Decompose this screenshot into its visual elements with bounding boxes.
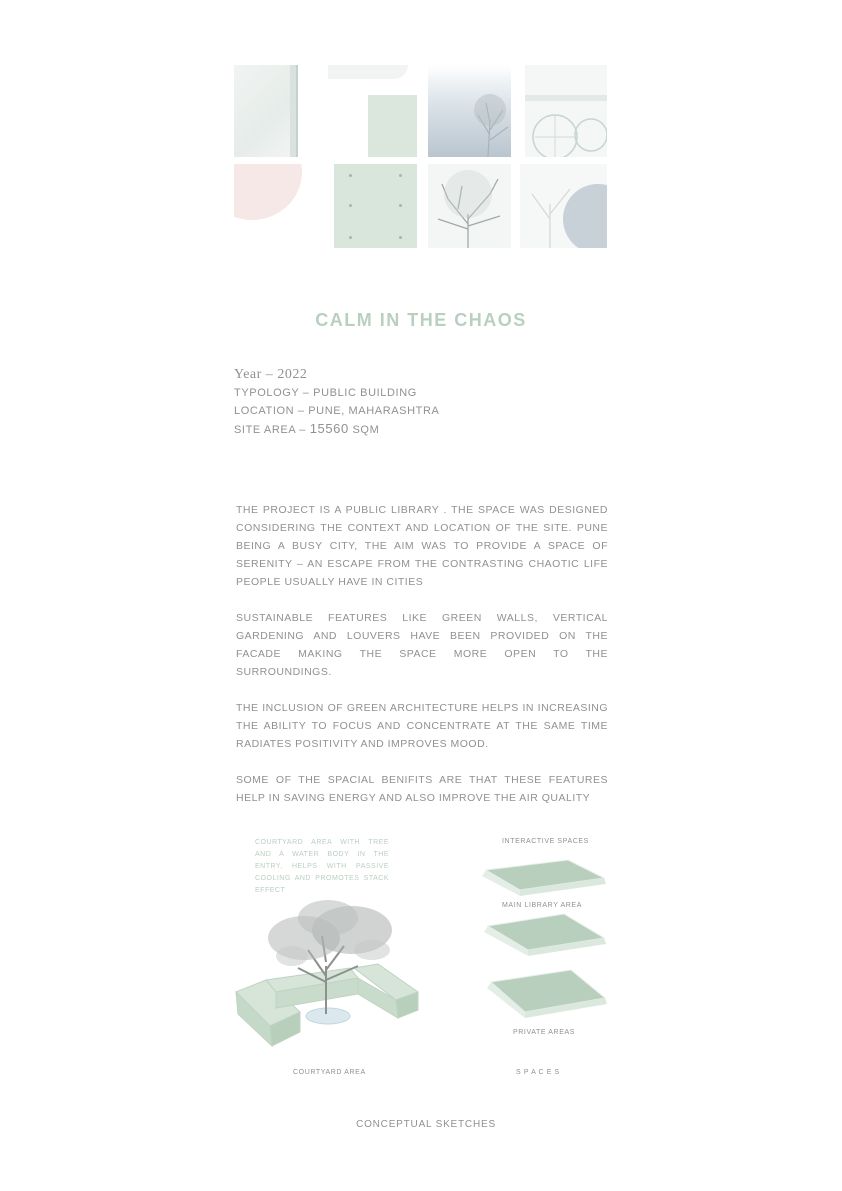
- typology-line: TYPOLOGY – PUBLIC BUILDING: [234, 387, 417, 399]
- main-library-label: MAIN LIBRARY AREA: [502, 902, 582, 909]
- project-meta: [234, 366, 439, 439]
- description-paragraph: THE INCLUSION OF GREEN ARCHITECTURE HELPS IN INCREASING THE ABILITY TO FOCUS AND CONCENTRATE AT THE SAME TIME RADIATES POSITIVITY AND IMPROVES MOOD.: [236, 702, 608, 750]
- project-title: CALM IN THE CHAOS: [315, 310, 527, 330]
- main-library-slab: [482, 912, 612, 958]
- year-label: Year –: [234, 367, 278, 382]
- mood-tile-bare-tree: [428, 164, 511, 248]
- courtyard-sketch: [232, 896, 432, 1086]
- mood-tile-pink-circle: [234, 164, 302, 222]
- site-area-label: SITE AREA –: [234, 424, 310, 436]
- moodboard: [234, 65, 607, 248]
- description-paragraph: SOME OF THE SPACIAL BENIFITS ARE THAT THESE FEATURES HELP IN SAVING ENERGY AND ALSO IMPROVE THE AIR QUALITY: [236, 774, 608, 804]
- site-area-line: [234, 420, 439, 439]
- private-areas-label: PRIVATE AREAS: [513, 1029, 576, 1036]
- courtyard-label: COURTYARD AREA: [293, 1069, 366, 1076]
- conceptual-sketches: [232, 830, 612, 1090]
- interactive-spaces-label: INTERACTIVE SPACES: [502, 838, 589, 845]
- mood-tile-bicycle: [525, 65, 607, 157]
- mood-tile-white-paper: [234, 65, 298, 157]
- conceptual-sketches-caption: CONCEPTUAL SKETCHES: [356, 1119, 496, 1130]
- site-area-unit: SQM: [348, 424, 380, 436]
- year-line: [234, 366, 439, 384]
- courtyard-note: COURTYARD AREA WITH TREE AND A WATER BODY IN THE ENTRY, HELPS WITH PASSIVE COOLING AND PROMOTES STACK EFFECT: [255, 839, 389, 894]
- mood-tile-blue-circle: [520, 164, 607, 248]
- location-line: LOCATION – PUNE, MAHARASHTRA: [234, 405, 440, 417]
- spaces-label: S P A C E S: [516, 1069, 560, 1076]
- interactive-slab: [480, 858, 610, 898]
- project-description: [236, 501, 608, 825]
- year-value: 2022: [277, 367, 308, 382]
- mood-tile-concrete-panel: [334, 164, 417, 248]
- mood-tile-torn-paper: [328, 65, 417, 157]
- description-paragraph: SUSTAINABLE FEATURES LIKE GREEN WALLS, VERTICAL GARDENING AND LOUVERS HAVE BEEN PROVIDED ON THE FACADE MAKING THE SPACE MORE OPEN TO THE SURROUNDINGS.: [236, 612, 608, 678]
- mood-tile-tree-sky: [428, 65, 511, 157]
- private-slab: [485, 968, 615, 1024]
- description-paragraph: THE PROJECT IS A PUBLIC LIBRARY . THE SPACE WAS DESIGNED CONSIDERING THE CONTEXT AND LOCATION OF THE SITE. PUNE BEING A BUSY CITY, THE AIM WAS TO PROVIDE A SPACE OF SERENITY – AN ESCAPE FROM THE CONTRASTING CHAOTIC LIFE PEOPLE USUALLY HAVE IN CITIES: [236, 504, 608, 588]
- site-area-value: 15560: [309, 421, 349, 436]
